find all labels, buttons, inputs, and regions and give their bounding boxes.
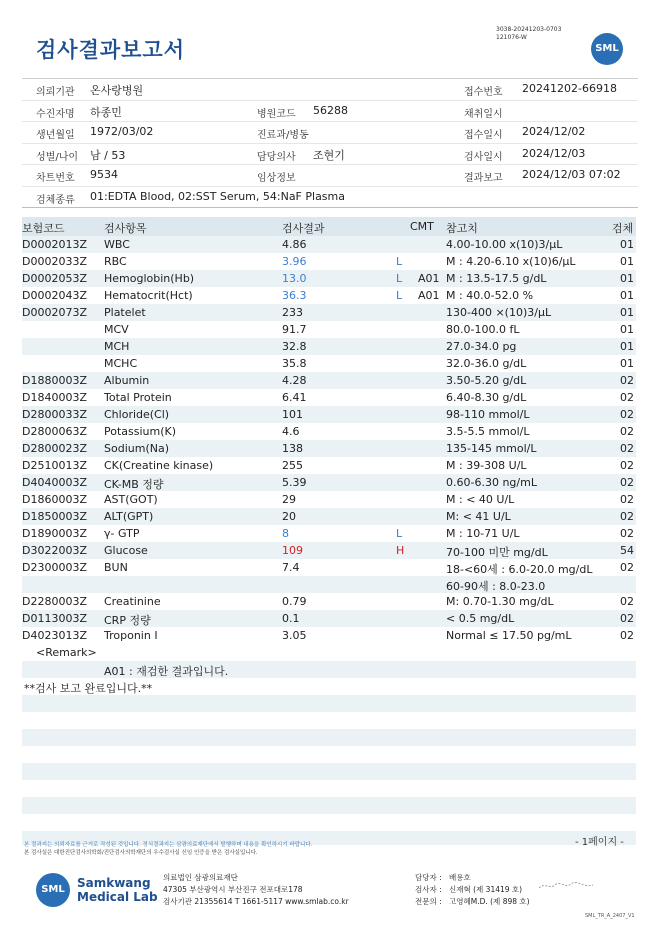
table-row <box>22 593 636 610</box>
info-value: 2024/12/03 07:02 <box>522 168 621 181</box>
cell-name: MCH <box>104 340 130 353</box>
disclaimer-line-1: 본 결과지는 의뢰자료를 근거로 작성된 것입니다. 정식결과지는 삼광의료재단에서 발행하며 내용을 확인하시기 바랍니다. <box>24 842 313 848</box>
cell-result: 233 <box>282 306 303 319</box>
cell-result: 138 <box>282 442 303 455</box>
cell-name: CK(Creatine kinase) <box>104 459 214 472</box>
cell-result: 0.79 <box>282 595 307 608</box>
cell-code: D2800063Z <box>22 425 87 438</box>
table-row <box>22 610 636 627</box>
cell-ref: 135-145 mmol/L <box>446 442 537 455</box>
table-row <box>22 236 636 253</box>
cell-spec: 01 <box>620 255 634 268</box>
table-row <box>22 355 636 372</box>
staff-label: 담당자 : <box>415 873 442 882</box>
info-label: 임상정보 <box>257 173 296 184</box>
footer-logo: SML <box>36 873 70 907</box>
cell-spec: 02 <box>620 561 634 574</box>
disclaimer-line-2: 본 검사실은 대한진단검사의학회/진단검사의학재단의 우수검사실 신임 인증을 받은 검사실입니다. <box>24 850 258 856</box>
cell-result: 8 <box>282 527 289 540</box>
cell-ref: 27.0-34.0 pg <box>446 340 517 353</box>
cell-name: MCHC <box>104 357 138 370</box>
company-name <box>77 876 158 904</box>
cell-spec: 02 <box>620 493 634 506</box>
cell-result: 20 <box>282 510 296 523</box>
company-name-2: Medical Lab <box>77 890 158 904</box>
cell-code: D2800033Z <box>22 408 87 421</box>
cell-name: RBC <box>104 255 127 268</box>
cell-name: Potassium(K) <box>104 425 177 438</box>
cell-ref: Normal ≤ 17.50 pg/mL <box>446 629 572 642</box>
cell-code: D2300003Z <box>22 561 87 574</box>
cell-ref: 32.0-36.0 g/dL <box>446 357 527 370</box>
info-value: 하종민 <box>90 105 122 119</box>
cell-code: D0002013Z <box>22 238 87 251</box>
cell-code: D1840003Z <box>22 391 87 404</box>
header-name: 검사항목 <box>104 222 147 235</box>
table-row <box>22 406 636 423</box>
table-row <box>22 270 636 287</box>
cell-spec: 01 <box>620 238 634 251</box>
info-label: 접수일시 <box>464 130 503 141</box>
table-row <box>22 372 636 389</box>
cell-ref: M : 13.5-17.5 g/dL <box>446 272 547 285</box>
cell-name: Total Protein <box>104 391 172 404</box>
info-value: 20241202-66918 <box>522 82 617 95</box>
staff-list <box>415 872 530 908</box>
cell-name: WBC <box>104 238 130 251</box>
empty-stripe <box>22 729 636 746</box>
empty-stripe <box>22 797 636 814</box>
table-row <box>22 474 636 491</box>
staff-row <box>415 896 530 908</box>
cell-code: D0002073Z <box>22 306 87 319</box>
cell-spec: 01 <box>620 323 634 336</box>
complete-text: **검사 보고 완료입니다.** <box>24 682 153 695</box>
cell-name: Troponin I <box>104 629 158 642</box>
cell-result: 4.28 <box>282 374 307 387</box>
cell-result: 101 <box>282 408 303 421</box>
cell-spec: 02 <box>620 374 634 387</box>
cell-flag: L <box>396 527 403 540</box>
cell-ref: 80.0-100.0 fL <box>446 323 520 336</box>
info-row <box>22 101 638 123</box>
cell-name: Creatinine <box>104 595 161 608</box>
staff-name: 신재혁 (제 31419 호) <box>449 885 523 894</box>
table-row <box>22 423 636 440</box>
cell-result: 32.8 <box>282 340 307 353</box>
cell-ref: 70-100 미만 mg/dL <box>446 546 548 559</box>
cell-code: D0002033Z <box>22 255 87 268</box>
cell-result: 29 <box>282 493 296 506</box>
page-title: 검사결과보고서 <box>36 38 186 62</box>
cell-spec: 01 <box>620 306 634 319</box>
cell-name: CRP 정량 <box>104 614 151 627</box>
staff-label: 전문의 : <box>415 897 442 906</box>
cell-code: D0002053Z <box>22 272 87 285</box>
cell-spec: 02 <box>620 442 634 455</box>
staff-name: 고영혜M.D. (제 898 호) <box>449 897 530 906</box>
cell-name: CK-MB 정량 <box>104 478 164 491</box>
table-row <box>22 253 636 270</box>
info-value: 온사랑병원 <box>90 84 144 97</box>
page-number: - 1페이지 - <box>575 837 624 848</box>
cell-spec: 01 <box>620 357 634 370</box>
cell-name: γ- GTP <box>104 527 140 540</box>
header-spec: 검체 <box>612 222 634 235</box>
info-value: 2024/12/02 <box>522 125 586 138</box>
info-value: 1972/03/02 <box>90 125 154 138</box>
cell-spec: 02 <box>620 476 634 489</box>
info-row <box>22 144 638 166</box>
cell-ref: 98-110 mmol/L <box>446 408 530 421</box>
cell-code: D0113003Z <box>22 612 87 625</box>
cell-name: Chloride(Cl) <box>104 408 170 421</box>
cell-result: 13.0 <box>282 272 307 285</box>
patient-info <box>22 78 638 208</box>
remark-text-row <box>22 661 636 678</box>
cell-result: 4.86 <box>282 238 307 251</box>
cell-ref: < 0.5 mg/dL <box>446 612 515 625</box>
cell-ref: M : < 40 U/L <box>446 493 515 506</box>
cell-code: D1880003Z <box>22 374 87 387</box>
cell-name: MCV <box>104 323 129 336</box>
cell-name: Hematocrit(Hct) <box>104 289 193 302</box>
cell-ref: 6.40-8.30 g/dL <box>446 391 527 404</box>
table-row <box>22 525 636 542</box>
cell-result: 5.39 <box>282 476 307 489</box>
cell-spec: 02 <box>620 629 634 642</box>
info-label: 성별/나이 <box>36 151 79 163</box>
cell-name: Hemoglobin(Hb) <box>104 272 195 285</box>
info-row <box>22 122 638 144</box>
table-row <box>22 304 636 321</box>
cell-spec: 02 <box>620 459 634 472</box>
empty-stripe <box>22 763 636 780</box>
table-row <box>22 287 636 304</box>
signature-image <box>537 880 597 892</box>
cell-ref: 4.00-10.00 x(10)3/μL <box>446 238 563 251</box>
table-header <box>22 217 636 236</box>
cell-result: 91.7 <box>282 323 307 336</box>
staff-label: 검사자 : <box>415 885 442 894</box>
company-address <box>163 872 349 908</box>
cell-cmt: A01 <box>418 272 440 285</box>
doc-code-1: 3038-20241203-0703 <box>496 26 562 33</box>
cell-name: Glucose <box>104 544 148 557</box>
remark-text: A01 : 재검한 결과입니다. <box>104 665 229 678</box>
document-codes <box>496 26 561 42</box>
cell-result: 109 <box>282 544 303 557</box>
complete-row <box>22 678 636 695</box>
cell-spec: 02 <box>620 391 634 404</box>
cell-ref: M: 0.70-1.30 mg/dL <box>446 595 554 608</box>
table-row <box>22 508 636 525</box>
info-label: 의뢰기관 <box>36 87 75 98</box>
table-row <box>22 576 636 593</box>
header-ref: 참고치 <box>446 222 478 235</box>
cell-name: Platelet <box>104 306 146 319</box>
table-row <box>22 389 636 406</box>
cell-name: Albumin <box>104 374 150 387</box>
info-row <box>22 78 638 101</box>
cell-result: 0.1 <box>282 612 300 625</box>
cell-ref: 0.60-6.30 ng/mL <box>446 476 537 489</box>
address-line-3: 검사기관 21355614 T 1661-5117 www.smlab.co.kr <box>163 897 349 906</box>
cell-spec: 01 <box>620 340 634 353</box>
cell-result: 255 <box>282 459 303 472</box>
cell-ref: M : 10-71 U/L <box>446 527 520 540</box>
cell-flag: H <box>396 544 405 557</box>
cell-result: 6.41 <box>282 391 307 404</box>
cell-code: D2280003Z <box>22 595 87 608</box>
cell-flag: L <box>396 272 403 285</box>
info-label: 검사일시 <box>464 151 503 163</box>
cell-name: ALT(GPT) <box>104 510 154 523</box>
header-code: 보험코드 <box>22 222 65 235</box>
table-row <box>22 542 636 559</box>
cell-spec: 02 <box>620 408 634 421</box>
cell-spec: 02 <box>620 595 634 608</box>
table-row <box>22 491 636 508</box>
table-row <box>22 559 636 576</box>
cell-code: D0002043Z <box>22 289 87 302</box>
company-name-1: Samkwang <box>77 876 151 890</box>
empty-stripe <box>22 695 636 712</box>
cell-result: 36.3 <box>282 289 307 302</box>
cell-name: Sodium(Na) <box>104 442 169 455</box>
cell-result: 4.6 <box>282 425 300 438</box>
cell-ref: 3.50-5.20 g/dL <box>446 374 527 387</box>
cell-spec: 01 <box>620 272 634 285</box>
cell-ref: M : 39-308 U/L <box>446 459 527 472</box>
cell-code: D4040003Z <box>22 476 87 489</box>
staff-name: 배용호 <box>449 873 471 882</box>
info-value: 조현기 <box>313 148 345 162</box>
cell-code: D4023013Z <box>22 629 87 642</box>
info-value: 2024/12/03 <box>522 146 586 160</box>
cell-ref: 130-400 ×(10)3/μL <box>446 306 552 319</box>
cell-code: D1850003Z <box>22 510 87 523</box>
staff-row <box>415 884 523 896</box>
cell-ref: M: < 41 U/L <box>446 510 511 523</box>
cell-code: D3022003Z <box>22 544 87 557</box>
table-row <box>22 338 636 355</box>
address-line-1: 의료법인 삼광의료재단 <box>163 873 238 882</box>
info-label: 수진자명 <box>36 108 75 120</box>
form-code: SML_TR_A_2407_V1 <box>585 913 635 919</box>
info-value: 9534 <box>90 168 118 181</box>
info-label: 차트번호 <box>36 173 75 184</box>
cell-ref: M : 40.0-52.0 % <box>446 289 534 302</box>
remark-label: <Remark> <box>36 646 97 659</box>
header-result: 검사결과 <box>282 222 325 235</box>
cell-spec: 02 <box>620 527 634 540</box>
info-label: 병원코드 <box>257 108 296 120</box>
remark-row <box>22 644 636 661</box>
cell-result: 3.96 <box>282 255 307 268</box>
cell-spec: 02 <box>620 612 634 625</box>
info-label: 접수번호 <box>464 87 503 98</box>
cell-result: 3.05 <box>282 629 307 642</box>
cell-code: D1890003Z <box>22 527 87 540</box>
info-label: 진료과/병동 <box>257 130 309 141</box>
cell-name: AST(GOT) <box>104 493 158 506</box>
cell-cmt: A01 <box>418 289 440 302</box>
cell-flag: L <box>396 289 403 302</box>
sml-logo: SML <box>591 33 623 65</box>
table-row <box>22 457 636 474</box>
table-body <box>22 236 636 644</box>
info-value: 남 / 53 <box>90 148 126 162</box>
address-line-2: 47305 부산광역시 부산진구 전포대로178 <box>163 885 303 894</box>
disclaimer <box>24 841 312 857</box>
cell-code: D2510013Z <box>22 459 87 472</box>
cell-spec: 01 <box>620 289 634 302</box>
cell-flag: L <box>396 255 403 268</box>
doc-code-2: 121076-W <box>496 34 527 41</box>
info-value: 56288 <box>313 103 348 117</box>
cell-ref: 60-90세 : 8.0-23.0 <box>446 580 546 593</box>
info-row-specimen <box>22 187 638 209</box>
staff-row <box>415 872 471 884</box>
table-row <box>22 321 636 338</box>
table-row <box>22 627 636 644</box>
table-row <box>22 440 636 457</box>
cell-ref: 3.5-5.5 mmol/L <box>446 425 530 438</box>
cell-spec: 54 <box>620 544 634 557</box>
cell-ref: 18-<60세 : 6.0-20.0 mg/dL <box>446 563 593 576</box>
cell-spec: 02 <box>620 510 634 523</box>
cell-result: 7.4 <box>282 561 300 574</box>
info-label: 생년월일 <box>36 130 75 141</box>
cell-spec: 02 <box>620 425 634 438</box>
cell-result: 35.8 <box>282 357 307 370</box>
specimen-value: 01:EDTA Blood, 02:SST Serum, 54:NaF Plasma <box>90 189 345 203</box>
info-row <box>22 165 638 187</box>
info-label: 담당의사 <box>257 151 296 163</box>
cell-ref: M : 4.20-6.10 x(10)6/μL <box>446 255 576 268</box>
info-label: 채취일시 <box>464 108 503 120</box>
results-table <box>22 217 636 695</box>
specimen-label: 검체종류 <box>36 194 75 206</box>
cell-code: D1860003Z <box>22 493 87 506</box>
header-cmt: CMT <box>410 220 434 233</box>
cell-name: BUN <box>104 561 128 574</box>
cell-code: D2800023Z <box>22 442 87 455</box>
info-label: 결과보고 <box>464 173 503 184</box>
